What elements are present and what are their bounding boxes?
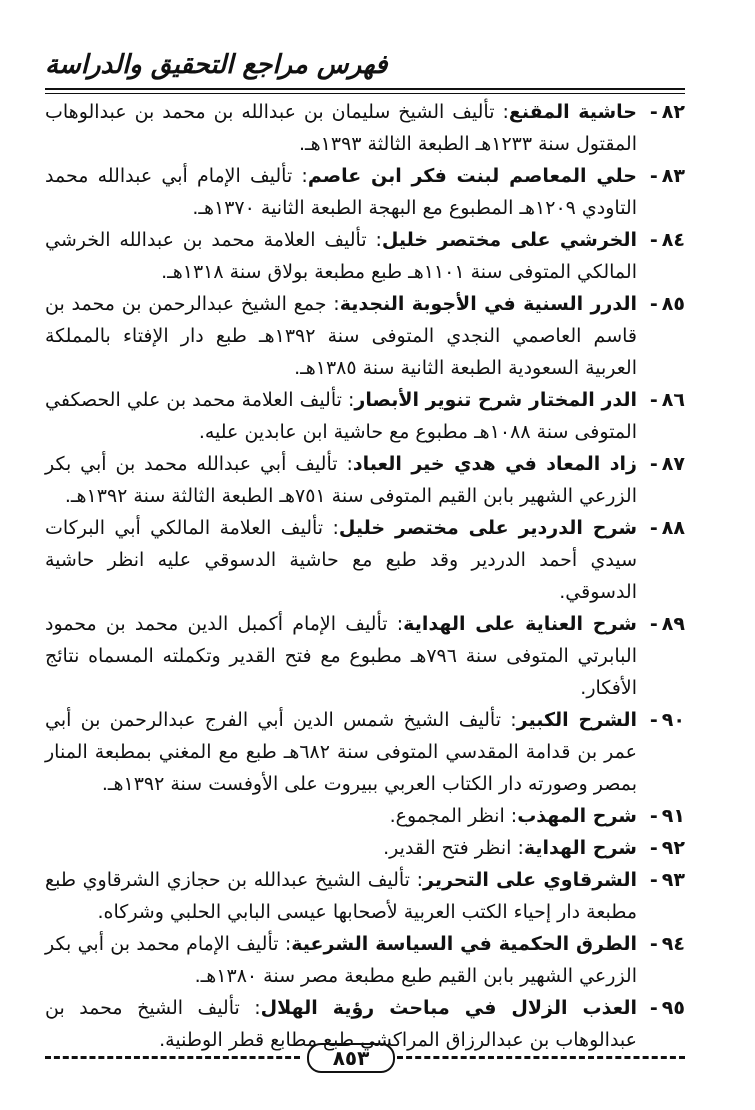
entry-dash: -: [649, 933, 658, 955]
entry-title: شرح المهذب: [517, 805, 637, 827]
entry-text: : تأليف العلامة المالكي أبي البركات سيدي أحمد الدردير وقد طبع مع حاشية الدسوقي عليه انظر حاشية الدسوقي.: [45, 517, 637, 603]
entry-text: : جمع الشيخ عبدالرحمن بن محمد بن قاسم العاصمي النجدي المتوفى سنة ١٣٩٢هـ طبع دار الإفتاء بالمملكة العربية السعودية الطبعة الثانية سنة ١٣٨٥هـ.: [45, 293, 637, 379]
entry-dash: -: [649, 389, 658, 411]
entry-title: الدر المختار شرح تنوير الأبصار: [354, 389, 637, 411]
entry-text: : تأليف الإمام أبي عبدالله محمد التاودي ١٢٠٩هـ المطبوع مع البهجة الطبعة الثانية ١٣٧٠هـ.: [45, 165, 637, 219]
entry-title: زاد المعاد في هدي خير العباد: [352, 453, 637, 475]
entry-text: : تأليف الشيخ عبدالله بن حجازي الشرقاوي طبع مطبعة دار إحياء الكتب العربية لأصحابها عيسى البابي الحلبي وشركاه.: [45, 869, 637, 923]
entry-87: [45, 448, 685, 512]
entry-dash: -: [649, 517, 658, 539]
entry-title: شرح الهداية: [523, 837, 637, 859]
entry-title: الشرح الكبير: [516, 709, 638, 731]
bibliography-list: [45, 96, 685, 1056]
entry-94: [45, 928, 685, 992]
entry-number: ٨٨: [661, 517, 685, 539]
entry-text: : تأليف الشيخ سليمان بن عبدالله بن محمد بن عبدالوهاب المقتول سنة ١٢٣٣هـ الطبعة الثالثة ١٣٩٣هـ.: [45, 101, 637, 155]
entry-dash: -: [649, 805, 658, 827]
entry-84: [45, 224, 685, 288]
entry-title: حاشية المقنع: [508, 101, 637, 123]
entry-text: : انظر فتح القدير.: [383, 837, 524, 859]
entry-93: [45, 864, 685, 928]
entry-title: الخرشي على مختصر خليل: [381, 229, 637, 251]
entry-90: [45, 704, 685, 800]
entry-number: ٩٢: [661, 837, 685, 859]
entry-title: الدرر السنية في الأجوبة النجدية: [339, 293, 637, 315]
entry-dash: -: [649, 453, 658, 475]
entry-text: : تأليف العلامة محمد بن عبدالله الخرشي المالكي المتوفى سنة ١١٠١هـ طبع مطبعة بولاق سنة ١٣١٨هـ.: [45, 229, 637, 283]
header-rule: [45, 88, 685, 90]
entry-86: [45, 384, 685, 448]
entry-title: حلي المعاصم لبنت فكر ابن عاصم: [307, 165, 638, 187]
entry-dash: -: [649, 613, 658, 635]
entry-text: : تأليف الشيخ محمد بن عبدالوهاب بن عبدالرزاق المراكشي طبع مطابع قطر الوطنية.: [45, 997, 637, 1051]
entry-text: : تأليف الإمام أكمبل الدين محمد بن محمود البابرتي المتوفى سنة ٧٩٦هـ مطبوع مع فتح القدير وتكملته المسماه نتائج الأفكار.: [45, 613, 637, 699]
entry-91: [45, 800, 685, 832]
entry-88: [45, 512, 685, 608]
entry-title: الطرق الحكمية في السياسة الشرعية: [291, 933, 637, 955]
entry-number: ٩٤: [661, 933, 685, 955]
running-header-title: فهرس مراجع التحقيق والدراسة: [45, 50, 388, 80]
entry-number: ٨٧: [661, 453, 685, 475]
entry-dash: -: [649, 997, 658, 1019]
footer-dashed-rule-left: [45, 1056, 300, 1059]
entry-dash: -: [649, 165, 658, 187]
entry-number: ٨٩: [661, 613, 685, 635]
entry-number: ٩١: [661, 805, 685, 827]
entry-number: ٨٤: [661, 229, 685, 251]
entry-title: الشرقاوي على التحرير: [423, 869, 637, 891]
entry-85: [45, 288, 685, 384]
entry-text: : تأليف الإمام محمد بن أبي بكر الزرعي الشهير بابن القيم طبع مطبعة مصر سنة ١٣٨٠هـ.: [45, 933, 637, 987]
footer-dashed-rule-right: [397, 1056, 685, 1059]
entry-number: ٩٣: [661, 869, 685, 891]
entry-text: : انظر المجموع.: [389, 805, 518, 827]
entry-text: : تأليف أبي عبدالله محمد بن أبي بكر الزرعي الشهير بابن القيم المتوفى سنة ٧٥١هـ الطبعة الثالثة سنة ١٣٩٢هـ.: [45, 453, 637, 507]
page-footer: [45, 1043, 685, 1073]
entry-92: [45, 832, 685, 864]
entry-text: : تأليف الشيخ شمس الدين أبي الفرج عبدالرحمن بن أبي عمر بن قدامة المقدسي المتوفى سنة ٦٨٢هـ طبع مع المغني بمطبعة المنار بمصر وصورته دار الكتاب العربي ببيروت على الأوفست سنة ١٣٩٢هـ.: [45, 709, 637, 795]
entry-number: ٨٣: [661, 165, 685, 187]
entry-89: [45, 608, 685, 704]
entry-83: [45, 160, 685, 224]
entry-number: ٩٠: [661, 709, 685, 731]
entry-title: العذب الزلال في مباحث رؤية الهلال: [260, 997, 637, 1019]
entry-82: [45, 96, 685, 160]
header-rule-thin: [45, 93, 685, 94]
entry-title: شرح العناية على الهداية: [403, 613, 637, 635]
entry-number: ٩٥: [661, 997, 685, 1019]
entry-dash: -: [649, 229, 658, 251]
entry-dash: -: [649, 293, 658, 315]
entry-number: ٨٥: [661, 293, 685, 315]
entry-dash: -: [649, 709, 658, 731]
page-number: ٨٥٣: [307, 1043, 395, 1073]
entry-text: : تأليف العلامة محمد بن علي الحصكفي المتوفى سنة ١٠٨٨هـ مطبوع مع حاشية ابن عابدين عليه.: [45, 389, 637, 443]
entry-dash: -: [649, 101, 658, 123]
entry-title: شرح الدردير على مختصر خليل: [338, 517, 638, 539]
entry-number: ٨٢: [661, 101, 685, 123]
entry-number: ٨٦: [661, 389, 685, 411]
entry-dash: -: [649, 837, 658, 859]
entry-dash: -: [649, 869, 658, 891]
